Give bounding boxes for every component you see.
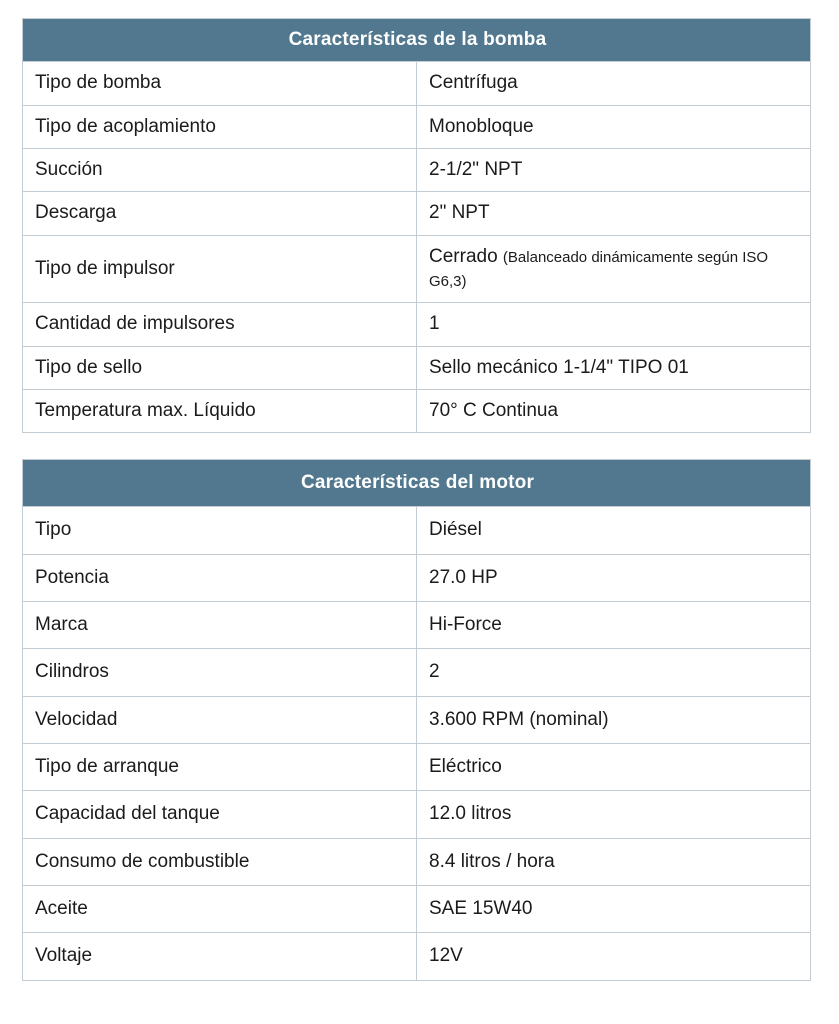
table-row (23, 649, 811, 696)
row-label: Tipo de arranque (23, 744, 417, 791)
pump-characteristics-table (22, 18, 811, 433)
row-value: 2 (417, 649, 811, 696)
row-value: Centrífuga (417, 62, 811, 105)
table-row (23, 62, 811, 105)
row-value (417, 235, 811, 303)
row-value: 2" NPT (417, 192, 811, 235)
row-value: 3.600 RPM (nominal) (417, 696, 811, 743)
row-value: 1 (417, 303, 811, 346)
table-row (23, 105, 811, 148)
table-header-row (23, 460, 811, 507)
table-row (23, 744, 811, 791)
row-value: 12.0 litros (417, 791, 811, 838)
table-title: Características del motor (23, 460, 811, 507)
row-value: 8.4 litros / hora (417, 838, 811, 885)
row-label: Marca (23, 602, 417, 649)
table-row (23, 885, 811, 932)
row-label: Tipo de sello (23, 346, 417, 389)
row-value: Monobloque (417, 105, 811, 148)
table-title: Características de la bomba (23, 19, 811, 62)
row-value: Eléctrico (417, 744, 811, 791)
row-label: Tipo de acoplamiento (23, 105, 417, 148)
table-row (23, 554, 811, 601)
row-value: 12V (417, 933, 811, 980)
motor-characteristics-table (22, 459, 811, 980)
row-label: Velocidad (23, 696, 417, 743)
table-row (23, 303, 811, 346)
row-label: Tipo (23, 507, 417, 554)
row-label: Voltaje (23, 933, 417, 980)
table-row (23, 696, 811, 743)
table-row (23, 389, 811, 432)
table-header-row (23, 19, 811, 62)
row-value: Diésel (417, 507, 811, 554)
row-value: 70° C Continua (417, 389, 811, 432)
row-label: Potencia (23, 554, 417, 601)
row-value: 27.0 HP (417, 554, 811, 601)
table-row (23, 148, 811, 191)
table-row (23, 192, 811, 235)
row-value: 2-1/2" NPT (417, 148, 811, 191)
row-label: Tipo de bomba (23, 62, 417, 105)
row-label: Consumo de combustible (23, 838, 417, 885)
table-row (23, 933, 811, 980)
table-row (23, 791, 811, 838)
table-row (23, 838, 811, 885)
row-label: Descarga (23, 192, 417, 235)
table-row (23, 602, 811, 649)
row-label: Temperatura max. Líquido (23, 389, 417, 432)
row-value-main: Cerrado (429, 245, 503, 267)
row-value-note: (Balanceado dinámicamente según ISO G6,3) (429, 248, 769, 290)
table-row (23, 346, 811, 389)
row-label: Succión (23, 148, 417, 191)
row-value: Hi-Force (417, 602, 811, 649)
row-value: SAE 15W40 (417, 885, 811, 932)
row-label: Tipo de impulsor (23, 235, 417, 303)
row-label: Capacidad del tanque (23, 791, 417, 838)
table-row (23, 507, 811, 554)
row-label: Aceite (23, 885, 417, 932)
row-value: Sello mecánico 1-1/4" TIPO 01 (417, 346, 811, 389)
row-label: Cantidad de impulsores (23, 303, 417, 346)
table-row (23, 235, 811, 303)
row-label: Cilindros (23, 649, 417, 696)
